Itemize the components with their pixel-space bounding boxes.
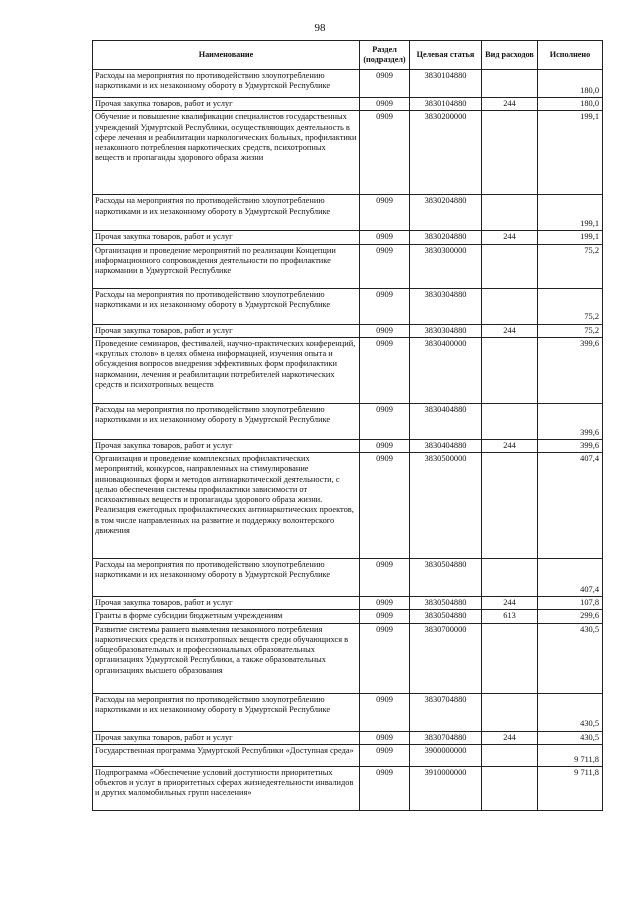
row-section: 0909 bbox=[360, 337, 410, 403]
row-target: 3830504880 bbox=[410, 610, 482, 623]
row-target: 3830300000 bbox=[410, 244, 482, 288]
row-executed: 430,5 bbox=[538, 623, 603, 693]
row-expense-type: 244 bbox=[482, 98, 538, 111]
table-row bbox=[93, 195, 603, 231]
row-expense-type bbox=[482, 111, 538, 195]
row-target: 3830700000 bbox=[410, 623, 482, 693]
row-section: 0909 bbox=[360, 403, 410, 439]
table-row bbox=[93, 337, 603, 403]
row-section: 0909 bbox=[360, 731, 410, 744]
table-row bbox=[93, 244, 603, 288]
row-executed: 107,8 bbox=[538, 597, 603, 610]
row-name: Прочая закупка товаров, работ и услуг bbox=[93, 731, 360, 744]
table-row bbox=[93, 98, 603, 111]
header-name: Наименование bbox=[93, 41, 360, 70]
row-expense-type bbox=[482, 766, 538, 810]
row-target: 3900000000 bbox=[410, 744, 482, 766]
row-executed: 399,6 bbox=[538, 337, 603, 403]
row-executed: 199,1 bbox=[538, 195, 603, 231]
row-executed: 430,5 bbox=[538, 731, 603, 744]
row-executed: 399,6 bbox=[538, 439, 603, 452]
row-section: 0909 bbox=[360, 244, 410, 288]
table-row bbox=[93, 111, 603, 195]
row-executed: 9 711,8 bbox=[538, 766, 603, 810]
table-row bbox=[93, 623, 603, 693]
table-row bbox=[93, 453, 603, 559]
header-section: Раздел (подраздел) bbox=[360, 41, 410, 70]
row-target: 3830104880 bbox=[410, 70, 482, 98]
row-expense-type bbox=[482, 559, 538, 597]
row-section: 0909 bbox=[360, 70, 410, 98]
row-expense-type bbox=[482, 244, 538, 288]
row-name: Организация и проведение мероприятий по реализации Концепции информационного сопровождения деятельности по профилактике наркомании в Удмуртской Республике bbox=[93, 244, 360, 288]
row-name: Расходы на мероприятия по противодействию злоупотреблению наркотиками и их незаконному обороту в Удмуртской Республике bbox=[93, 288, 360, 324]
row-name: Прочая закупка товаров, работ и услуг bbox=[93, 231, 360, 244]
row-name: Прочая закупка товаров, работ и услуг bbox=[93, 597, 360, 610]
row-target: 3830200000 bbox=[410, 111, 482, 195]
row-name: Гранты в форме субсидии бюджетным учреждениям bbox=[93, 610, 360, 623]
row-executed: 75,2 bbox=[538, 288, 603, 324]
row-name: Расходы на мероприятия по противодействию злоупотреблению наркотиками и их незаконному обороту в Удмуртской Республике bbox=[93, 559, 360, 597]
row-executed: 75,2 bbox=[538, 244, 603, 288]
row-expense-type: 613 bbox=[482, 610, 538, 623]
row-expense-type: 244 bbox=[482, 324, 538, 337]
row-target: 3830304880 bbox=[410, 288, 482, 324]
row-name: Расходы на мероприятия по противодействию злоупотреблению наркотиками и их незаконному обороту в Удмуртской Республике bbox=[93, 403, 360, 439]
row-section: 0909 bbox=[360, 98, 410, 111]
table-row bbox=[93, 403, 603, 439]
row-section: 0909 bbox=[360, 623, 410, 693]
row-target: 3830704880 bbox=[410, 731, 482, 744]
table-header-row bbox=[93, 41, 603, 70]
table-row bbox=[93, 231, 603, 244]
row-executed: 180,0 bbox=[538, 70, 603, 98]
row-expense-type: 244 bbox=[482, 439, 538, 452]
row-target: 3830400000 bbox=[410, 337, 482, 403]
table-row bbox=[93, 693, 603, 731]
row-target: 3830204880 bbox=[410, 195, 482, 231]
table-row bbox=[93, 766, 603, 810]
header-target: Целевая статья bbox=[410, 41, 482, 70]
row-executed: 180,0 bbox=[538, 98, 603, 111]
row-section: 0909 bbox=[360, 324, 410, 337]
row-name: Подпрограмма «Обеспечение условий доступности приоритетных объектов и услуг в приоритетных сферах жизнедеятельности инвалидов и других маломобильных групп населения» bbox=[93, 766, 360, 810]
row-name: Обучение и повышение квалификации специалистов государственных учреждений Удмуртской Республики, осуществляющих деятельность в сфере лечения и реабилитации наркологических больных, профилактики незаконного потребления наркотических средств, психотропных веществ и пропаганды здорового образа жизни bbox=[93, 111, 360, 195]
row-name: Расходы на мероприятия по противодействию злоупотреблению наркотиками и их незаконному обороту в Удмуртской Республике bbox=[93, 70, 360, 98]
row-name: Организация и проведение комплексных профилактических мероприятий, конкурсов, направленных на стимулирование инновационных форм и методов антинаркотической деятельности, с целью обеспечения системы профилактики зависимости от психоактивных веществ и пропаганды здорового образа жизни. Реализация ежегодных профилактических антинаркотических проектов, в том числе направленных на развитие и поддержку волонтерского движения bbox=[93, 453, 360, 559]
row-executed: 199,1 bbox=[538, 231, 603, 244]
row-executed: 75,2 bbox=[538, 324, 603, 337]
row-executed: 430,5 bbox=[538, 693, 603, 731]
table-row bbox=[93, 610, 603, 623]
row-executed: 299,6 bbox=[538, 610, 603, 623]
row-name: Развитие системы раннего выявления незаконного потребления наркотических средств и психотропных веществ среди обучающихся в общеобразовательных и профессиональных образовательных организациях Удмуртской Республики, а также образовательных организациях высшего образования bbox=[93, 623, 360, 693]
row-section: 0909 bbox=[360, 111, 410, 195]
row-executed: 199,1 bbox=[538, 111, 603, 195]
row-name: Прочая закупка товаров, работ и услуг bbox=[93, 439, 360, 452]
table-row bbox=[93, 559, 603, 597]
row-expense-type bbox=[482, 195, 538, 231]
table-row bbox=[93, 597, 603, 610]
row-section: 0909 bbox=[360, 453, 410, 559]
row-name: Государственная программа Удмуртской Республики «Доступная среда» bbox=[93, 744, 360, 766]
row-section: 0909 bbox=[360, 766, 410, 810]
row-expense-type bbox=[482, 744, 538, 766]
row-target: 3830304880 bbox=[410, 324, 482, 337]
row-executed: 9 711,8 bbox=[538, 744, 603, 766]
table-row bbox=[93, 70, 603, 98]
row-target: 3830704880 bbox=[410, 693, 482, 731]
row-target: 3830500000 bbox=[410, 453, 482, 559]
page-number: 98 bbox=[314, 22, 326, 34]
row-executed: 407,4 bbox=[538, 559, 603, 597]
row-expense-type bbox=[482, 337, 538, 403]
row-name: Проведение семинаров, фестивалей, научно-практических конференций, «круглых столов» в целях обмена информацией, изучения опыта и обсуждения вопросов внедрения эффективных форм профилактики наркомании, лечения и реабилитации потребителей наркотических средств и психотропных веществ bbox=[93, 337, 360, 403]
row-expense-type: 244 bbox=[482, 731, 538, 744]
row-expense-type bbox=[482, 693, 538, 731]
row-section: 0909 bbox=[360, 610, 410, 623]
row-executed: 407,4 bbox=[538, 453, 603, 559]
row-target: 3910000000 bbox=[410, 766, 482, 810]
row-section: 0909 bbox=[360, 693, 410, 731]
row-section: 0909 bbox=[360, 231, 410, 244]
row-target: 3830504880 bbox=[410, 559, 482, 597]
row-expense-type bbox=[482, 70, 538, 98]
table-row bbox=[93, 744, 603, 766]
row-expense-type bbox=[482, 623, 538, 693]
row-target: 3830204880 bbox=[410, 231, 482, 244]
row-section: 0909 bbox=[360, 195, 410, 231]
row-expense-type: 244 bbox=[482, 231, 538, 244]
row-target: 3830104880 bbox=[410, 98, 482, 111]
row-name: Расходы на мероприятия по противодействию злоупотреблению наркотиками и их незаконному обороту в Удмуртской Республике bbox=[93, 693, 360, 731]
row-section: 0909 bbox=[360, 288, 410, 324]
row-expense-type: 244 bbox=[482, 597, 538, 610]
row-name: Прочая закупка товаров, работ и услуг bbox=[93, 98, 360, 111]
header-executed: Исполнено bbox=[538, 41, 603, 70]
row-name: Расходы на мероприятия по противодействию злоупотреблению наркотиками и их незаконному обороту в Удмуртской Республике bbox=[93, 195, 360, 231]
row-expense-type bbox=[482, 453, 538, 559]
table-body bbox=[93, 70, 603, 811]
table-row bbox=[93, 731, 603, 744]
row-section: 0909 bbox=[360, 559, 410, 597]
row-section: 0909 bbox=[360, 744, 410, 766]
table-row bbox=[93, 439, 603, 452]
row-name: Прочая закупка товаров, работ и услуг bbox=[93, 324, 360, 337]
budget-table bbox=[92, 40, 603, 811]
header-type: Вид расходов bbox=[482, 41, 538, 70]
row-expense-type bbox=[482, 403, 538, 439]
table-row bbox=[93, 288, 603, 324]
row-target: 3830404880 bbox=[410, 439, 482, 452]
row-section: 0909 bbox=[360, 439, 410, 452]
row-target: 3830504880 bbox=[410, 597, 482, 610]
table-row bbox=[93, 324, 603, 337]
row-expense-type bbox=[482, 288, 538, 324]
row-section: 0909 bbox=[360, 597, 410, 610]
row-executed: 399,6 bbox=[538, 403, 603, 439]
row-target: 3830404880 bbox=[410, 403, 482, 439]
